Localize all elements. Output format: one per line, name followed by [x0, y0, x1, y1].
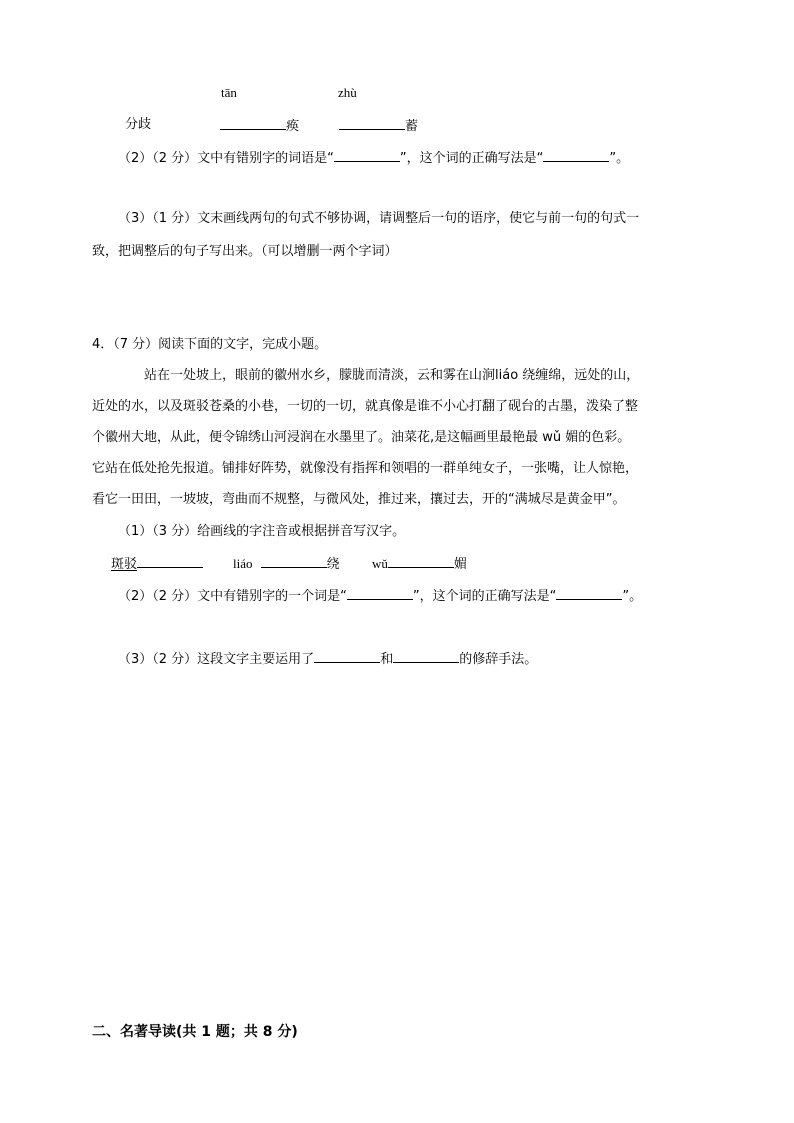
pinyin-tan: tān	[221, 85, 237, 100]
answer-blank[interactable]	[393, 651, 459, 663]
q3-sub3-line1: （3）（1 分）文末画线两句的句式不够协调，请调整后一句的语序，使它与前一句的句式一	[118, 211, 640, 226]
char-tan: 痪	[286, 119, 300, 134]
q4-sub2-text-b: ”，这个词的正确写法是“	[412, 589, 557, 604]
q4-answer-row-banbo	[111, 556, 203, 571]
q3-sub2-text-a: （2）（2 分）文中有错别字的词语是“	[118, 151, 334, 166]
q4-passage-line: 它站在低处抢先报道。铺排好阵势，就像没有指挥和领唱的一群单纯女子，一张嘴，让人惊艳，	[92, 461, 639, 476]
pinyin-wu: wǔ	[372, 556, 388, 571]
word-fenqi: 分歧	[125, 117, 152, 132]
answer-blank[interactable]	[556, 588, 622, 600]
q4-sub2	[118, 588, 642, 603]
answer-blank[interactable]	[339, 118, 405, 130]
q4-passage-line: 站在一处坡上，眼前的徽州水乡，朦胧而清淡，云和雾在山涧liáo 绕缠绵，远处的山，	[144, 368, 640, 383]
q4-heading: 4．（7 分）阅读下面的文字，完成小题。	[92, 337, 328, 352]
answer-blank[interactable]	[388, 556, 454, 568]
answer-blank[interactable]	[347, 588, 413, 600]
char-zhu: 蓄	[405, 119, 419, 134]
blank-tan-group	[220, 118, 299, 133]
pinyin-liao: liáo	[233, 556, 253, 571]
q3-sub2-text-b: ”，这个词的正确写法是“	[399, 151, 544, 166]
q3-sub2-text-c: ”。	[609, 151, 630, 166]
answer-blank[interactable]	[543, 150, 609, 162]
word-row	[125, 118, 151, 131]
answer-blank[interactable]	[220, 118, 286, 130]
answer-blank[interactable]	[137, 556, 203, 568]
pinyin-zhu: zhù	[338, 85, 357, 100]
answer-blank[interactable]	[334, 150, 400, 162]
q4-sub3-text-b: 和	[380, 652, 394, 667]
answer-blank[interactable]	[261, 556, 327, 568]
q4-passage-line: 近处的水，以及斑驳苍桑的小巷，一切的一切，就真像是谁不小心打翻了砚台的古墨，泼染了整	[92, 399, 639, 414]
q4-passage-line: 个徽州大地，从此，便令锦绣山河浸润在水墨里了。油菜花,是这幅画里最艳最 wǔ 媚的色彩。	[92, 430, 631, 445]
q4-sub1: （1）（3 分）给画线的字注音或根据拼音写汉字。	[118, 524, 406, 539]
q4-sub2-text-c: ”。	[622, 589, 643, 604]
q4-sub3-text-a: （3）（2 分）这段文字主要运用了	[118, 652, 315, 667]
q3-sub3-line2: 致，把调整后的句子写出来。（可以增删一两个字词）	[92, 244, 398, 259]
answer-blank[interactable]	[314, 651, 380, 663]
q4-passage-line: 看它一田田，一坡坡，弯曲而不规整，与微风处，推过来，攘过去，开的“满城尽是黄金甲”。	[92, 492, 626, 507]
q4-sub3-text-c: 的修辞手法。	[459, 652, 538, 667]
q4-sub3	[118, 651, 537, 666]
char-mei: 媚	[453, 557, 467, 572]
word-banbo: 斑驳	[111, 557, 138, 572]
blank-zhu-group	[339, 118, 418, 133]
char-rao: 绕	[326, 557, 340, 572]
q4-answer-row-wu	[372, 556, 467, 571]
q3-sub2	[118, 150, 629, 165]
q4-answer-row-liao	[233, 556, 340, 571]
section-heading: 二、名著导读(共 1 题；共 8 分)	[92, 1024, 298, 1040]
q4-sub2-text-a: （2）（2 分）文中有错别字的一个词是“	[118, 589, 347, 604]
